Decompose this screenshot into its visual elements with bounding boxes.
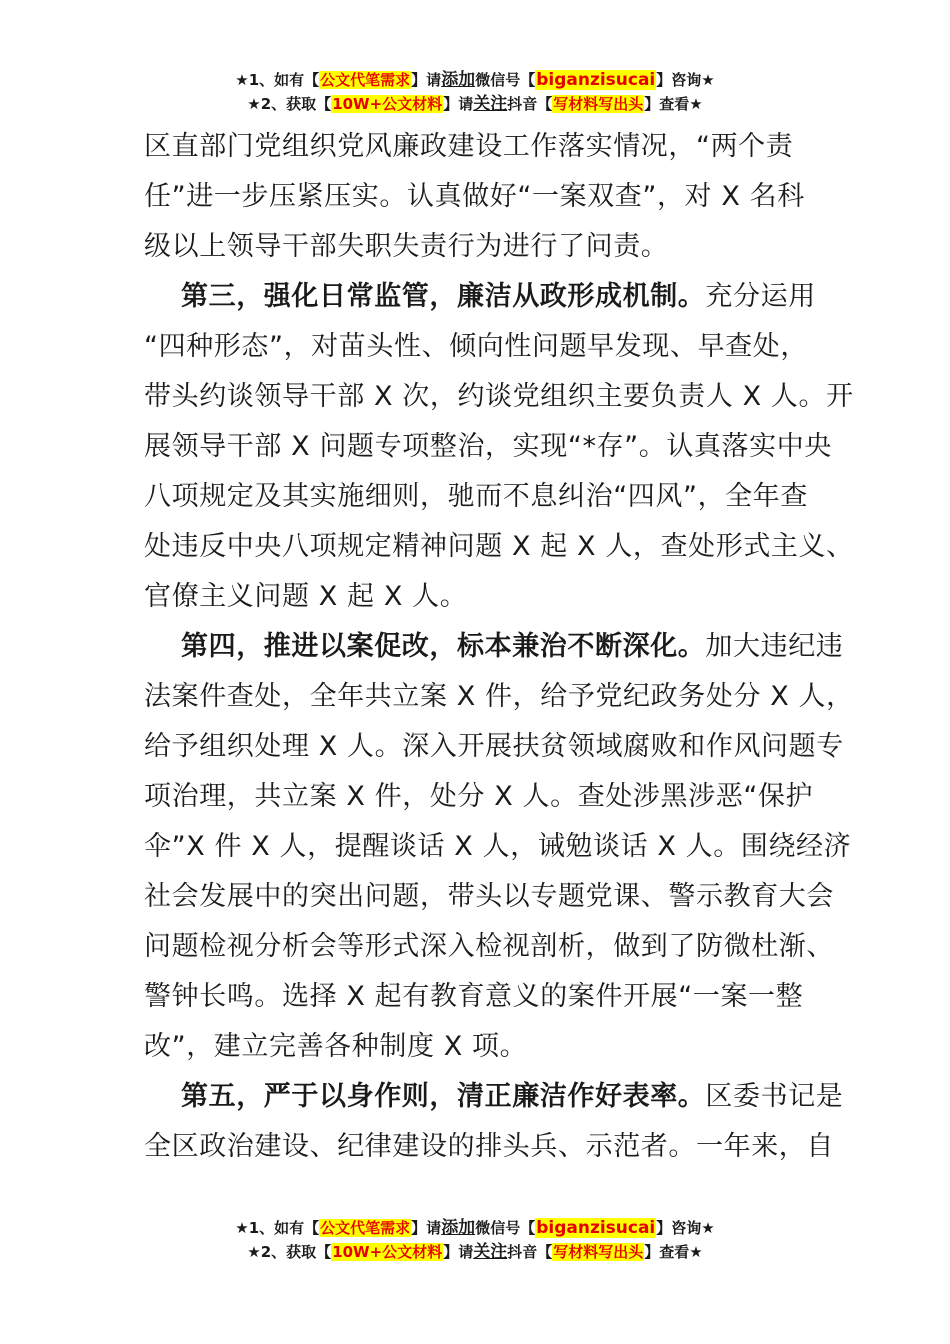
- banner-text: 】咨询★: [656, 1219, 715, 1237]
- banner-underline: 添加: [441, 1218, 476, 1238]
- banner-text: 抖音【: [507, 95, 553, 113]
- banner-underline: 关注: [473, 94, 508, 114]
- paragraph-first-line: [144, 1072, 844, 1122]
- banner-highlight: 10W+公文材料: [332, 1243, 443, 1261]
- body-line: 警钟长鸣。选择 X 起有教育意义的案件开展“一案一整: [144, 981, 804, 1012]
- banner-wechat-id: biganzisucai: [536, 1218, 656, 1238]
- banner-text: 微信号【: [475, 1219, 536, 1237]
- banner-text: 】请: [443, 1243, 474, 1261]
- body-line: 官僚主义问题 X 起 X 人。: [144, 581, 468, 612]
- banner-wechat-id: biganzisucai: [536, 70, 656, 90]
- banner-highlight: 公文代笔需求: [320, 1219, 411, 1237]
- section-heading: 第四，推进以案促改，标本兼治不断深化。: [181, 631, 706, 662]
- banner-text: 】请: [443, 95, 474, 113]
- body-line: 带头约谈领导干部 X 次，约谈党组织主要负责人 X 人。开: [144, 381, 854, 412]
- banner-highlight: 公文代笔需求: [320, 71, 411, 89]
- banner-text: ★1、如有【: [235, 71, 320, 89]
- body-line: 社会发展中的突出问题，带头以专题党课、警示教育大会: [144, 881, 834, 912]
- banner-text: 微信号【: [475, 71, 536, 89]
- banner-text: 】咨询★: [656, 71, 715, 89]
- body-line: 问题检视分析会等形式深入检视剖析，做到了防微杜渐、: [144, 931, 834, 962]
- body-text: 区委书记是: [705, 1081, 844, 1112]
- body-line: 伞”X 件 X 人，提醒谈话 X 人，诫勉谈话 X 人。围绕经济: [144, 831, 852, 862]
- document-body: [144, 122, 854, 1172]
- body-line: 改”，建立完善各种制度 X 项。: [144, 1031, 528, 1062]
- banner-line-2: [0, 1240, 950, 1264]
- header-banner: [0, 68, 950, 116]
- footer-banner: [0, 1216, 950, 1264]
- banner-text: ★2、获取【: [247, 1243, 332, 1261]
- banner-text: 】请: [411, 71, 442, 89]
- section-heading: 第三，强化日常监管，廉洁从政形成机制。: [181, 281, 706, 312]
- banner-line-1: [0, 68, 950, 92]
- banner-line-2: [0, 92, 950, 116]
- banner-highlight: 10W+公文材料: [332, 95, 443, 113]
- banner-underline: 关注: [473, 1242, 508, 1262]
- body-text: 加大违纪违: [705, 631, 844, 662]
- banner-text: ★1、如有【: [235, 1219, 320, 1237]
- banner-highlight: 写材料写出头: [553, 95, 644, 113]
- banner-highlight: 写材料写出头: [553, 1243, 644, 1261]
- banner-underline: 添加: [441, 70, 476, 90]
- body-line: 法案件查处，全年共立案 X 件，给予党纪政务处分 X 人，: [144, 681, 854, 712]
- body-line: 八项规定及其实施细则，驰而不息纠治“四风”，全年查: [144, 481, 808, 512]
- section-heading: 第五，严于以身作则，清正廉洁作好表率。: [181, 1081, 706, 1112]
- body-line: 项治理，共立案 X 件，处分 X 人。查处涉黑涉恶“保护: [144, 781, 814, 812]
- paragraph-first-line: [144, 622, 844, 672]
- body-line: 给予组织处理 X 人。深入开展扶贫领域腐败和作风问题专: [144, 731, 844, 762]
- body-line: 级以上领导干部失职失责行为进行了问责。: [144, 231, 669, 262]
- banner-line-1: [0, 1216, 950, 1240]
- body-line: 任”进一步压紧压实。认真做好“一案双查”，对 X 名科: [144, 181, 805, 212]
- body-line: 处违反中央八项规定精神问题 X 起 X 人，查处形式主义、: [144, 531, 854, 562]
- banner-text: 抖音【: [507, 1243, 553, 1261]
- body-line: 区直部门党组织党风廉政建设工作落实情况，“两个责: [144, 131, 794, 162]
- body-text: 充分运用: [705, 281, 816, 312]
- banner-text: 】查看★: [644, 1243, 703, 1261]
- banner-text: 】请: [411, 1219, 442, 1237]
- paragraph-first-line: [144, 272, 816, 322]
- body-line: 全区政治建设、纪律建设的排头兵、示范者。一年来，自: [144, 1131, 834, 1162]
- body-line: “四种形态”，对苗头性、倾向性问题早发现、早查处，: [144, 331, 808, 362]
- body-line: 展领导干部 X 问题专项整治，实现“*存”。认真落实中央: [144, 431, 832, 462]
- banner-text: ★2、获取【: [247, 95, 332, 113]
- banner-text: 】查看★: [644, 95, 703, 113]
